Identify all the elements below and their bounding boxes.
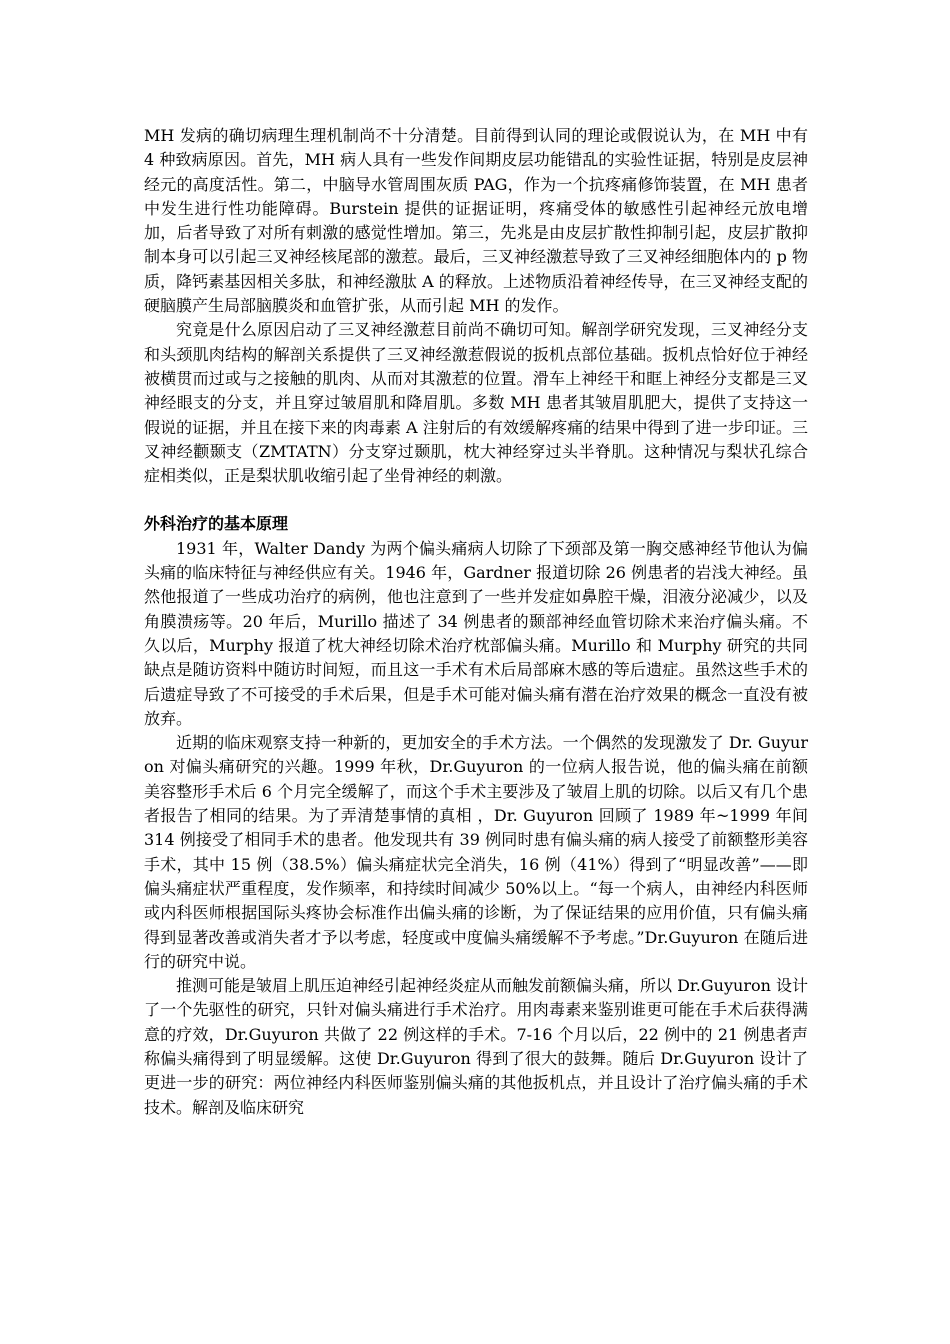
paragraph-history: 1931 年，Walter Dandy 为两个偏头痛病人切除了下颈部及第一胸交感神经节他认为偏头痛的临床特征与神经供应有关。1946 年，Gardner 报道切除 26 例患者的岩浅大神经。虽然他报道了一些成功治疗的病例，他也注意到了一些并发症如鼻腔干燥，泪液分泌减少，以及角膜溃疡等。20 年后，Murillo 描述了 34 例患者的颞部神经血管切除术来治疗偏头痛。不久以后，Murphy 报道了枕大神经切除术治疗枕部偏头痛。Murillo 和 Murphy 研究的共同缺点是随访资料中随访时间短，而且这一手术有术后局部麻木感的等后遗症。虽然这些手术的后遗症导致了不可接受的手术后果，但是手术可能对偏头痛有潜在治疗效果的概念一直没有被放弃。 xyxy=(144,538,808,728)
paragraph-trigger-cause: 究竟是什么原因启动了三叉神经激惹目前尚不确切可知。解剖学研究发现，三叉神经分支和头颈肌肉结构的解剖关系提供了三叉神经激惹假说的扳机点部位基础。扳机点恰好位于神经被横贯而过或与之接触的肌肉、从而对其激惹的位置。滑车上神经干和眶上神经分支都是三叉神经眼支的分支，并且穿过皱眉肌和降眉肌。多数 MH 患者其皱眉肌肥大，提供了支持这一假说的证据，并且在接下来的肉毒素 A 注射后的有效缓解疼痛的结果中得到了进一步印证。三叉神经颧颞支（ZMTATN）分支穿过颞肌，枕大神经穿过头半脊肌。这种情况与梨状孔综合症相类似，正是梨状肌收缩引起了坐骨神经的刺激。 xyxy=(144,320,808,486)
document-body xyxy=(144,124,808,1120)
paragraph-pathophysiology: MH 发病的确切病理生理机制尚不十分清楚。目前得到认同的理论或假说认为，在 MH 中有 4 种致病原因。首先，MH 病人具有一些发作间期皮层功能错乱的实验性证据，特别是皮层神经元的高度活性。第二，中脑导水管周围灰质 PAG，作为一个抗疼痛修饰装置，在 MH 患者中发生进行性功能障碍。Burstein 提供的证据证明，疼痛受体的敏感性引起神经元放电增加，后者导致了对所有刺激的感觉性增加。第三，先兆是由皮层扩散性抑制引起，皮层扩散抑制本身可以引起三叉神经核尾部的激惹。最后，三叉神经激惹导致了三叉神经细胞体内的 p 物质，降钙素基因相关多肽，和神经激肽 A 的释放。上述物质沿着神经传导，在三叉神经支配的硬脑膜产生局部脑膜炎和血管扩张，从而引起 MH 的发作。 xyxy=(144,126,808,316)
paragraph-pilot-study: 推测可能是皱眉上肌压迫神经引起神经炎症从而触发前额偏头痛，所以 Dr.Guyuron 设计了一个先驱性的研究，只针对偏头痛进行手术治疗。用肉毒素来鉴别谁更可能在手术后获得满意的疗效，Dr.Guyuron 共做了 22 例这样的手术。7-16 个月以后，22 例中的 21 例患者声称偏头痛得到了明显缓解。这使 Dr.Guyuron 得到了很大的鼓舞。随后 Dr.Guyuron 设计了更进一步的研究：两位神经内科医师鉴别偏头痛的其他扳机点，并且设计了治疗偏头痛的手术技术。解剖及临床研究 xyxy=(144,976,808,1117)
section-spacer xyxy=(144,488,808,512)
section-heading: 外科治疗的基本原理 xyxy=(144,514,289,534)
paragraph-guyuron-discovery: 近期的临床观察支持一种新的，更加安全的手术方法。一个偶然的发现激发了 Dr. Guyuron 对偏头痛研究的兴趣。1999 年秋，Dr.Guyuron 的一位病人报告说，他的偏头痛在前额美容整形手术后 6 个月完全缓解了，而这个手术主要涉及了皱眉上肌的切除。以后又有几个患者报告了相同的结果。为了弄清楚事情的真相 ，Dr. Guyuron 回顾了 1989 年~1999 年间 314 例接受了相同手术的患者。他发现共有 39 例同时患有偏头痛的病人接受了前额整形美容手术，其中 15 例（38.5%）偏头痛症状完全消失，16 例（41%）得到了“明显改善”——即偏头痛症状严重程度，发作频率，和持续时间减少 50%以上。“每一个病人，由神经内科医师或内科医师根据国际头疼协会标准作出偏头痛的诊断，为了保证结果的应用价值，只有偏头痛得到显著改善或消失者才予以考虑，轻度或中度偏头痛缓解不予考虑。”Dr.Guyuron 在随后进行的研究中说。 xyxy=(144,733,808,971)
